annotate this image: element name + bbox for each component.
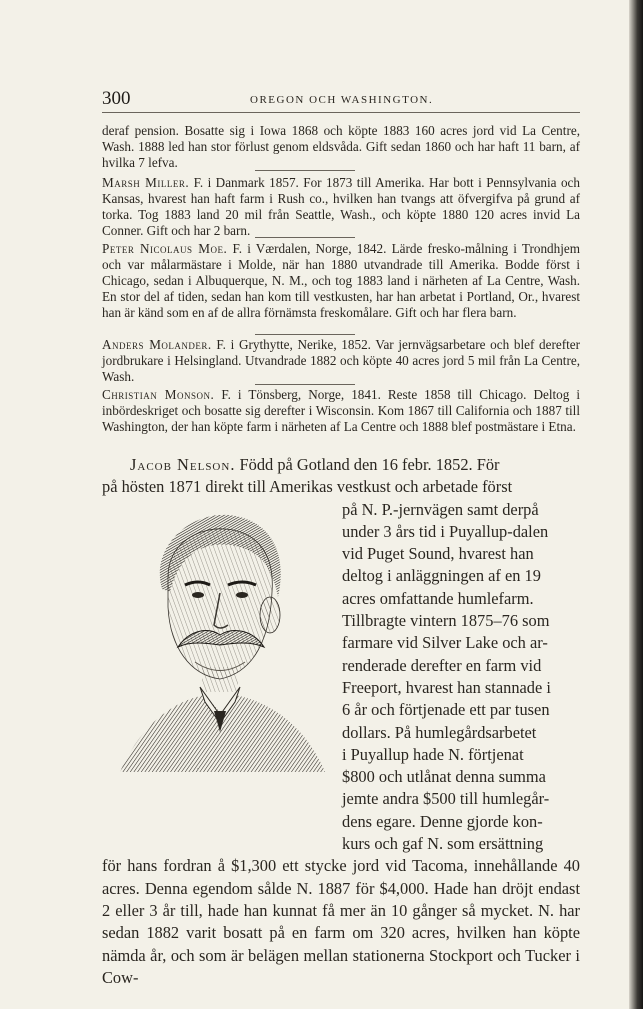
entry-divider xyxy=(255,384,355,385)
featured-line: Tillbragte vintern 1875–76 som xyxy=(342,611,550,631)
entry-name: Peter Nicolaus Moe. xyxy=(102,241,228,256)
featured-line: under 3 års tid i Puyallup-dalen xyxy=(342,521,549,541)
featured-line: acres omfattande humlefarm. xyxy=(342,588,534,608)
entry-text: deraf pension. Bosatte sig i Iowa 1868 och köpte 1883 160 acres jord vid La Centre, Wash. 1888 led han stor förlust genom eldsvåda. Gift sedan 1860 och har haft 11 barn, af hvilka 7 lefva. xyxy=(102,123,580,170)
entry-anders-molander xyxy=(102,337,580,385)
featured-rest: för hans fordran å $1,300 ett stycke jord vid Tacoma, innehållande 40 acres. Denna egendom sålde N. 1887 för $4,000. Hade han dröjt endast 2 eller 3 år till, hade han kunnat få mer än 10 gånger så mycket. N. har sedan 1882 varit bosatt på en farm om 320 acres, hvilken han köpte nämda år, och som är belägen mellan stationerna Stockport och Tucker i Cow- xyxy=(102,856,580,987)
page-number: 300 xyxy=(102,88,131,109)
featured-line: Freeport, hvarest han stannade i xyxy=(342,677,551,697)
entry-name: Christian Monson. xyxy=(102,387,215,402)
featured-line: i Puyallup hade N. förtjenat xyxy=(342,744,524,764)
featured-line: renderade derefter en farm vid xyxy=(342,655,542,675)
entry-text: F. i Værdalen, Norge, 1842. Lärde fresko-målning i Trondhjem och var målarmästare i Molde, när han 1880 utvandrade till Amerika. Bodde först i Chicago, sedan i Albuquerque, N. M., och tog 1883 land i närheten af La Centre, Wash. En stor del af tiden, sedan han kom till vestkusten, har han arbetat i Portland, Or., hvarest han är känd som en af de allra förnämsta freskomålare. Gift och har flera barn. xyxy=(102,241,581,320)
entry-peter-moe xyxy=(102,241,580,321)
header-rule xyxy=(102,112,580,113)
featured-line: dollars. På humlegårdsarbetet xyxy=(342,722,537,742)
featured-line xyxy=(102,454,580,476)
featured-line: på hösten 1871 direkt till Amerikas vestkust och arbetade först xyxy=(102,477,513,497)
entry-divider xyxy=(255,237,355,238)
entry-divider xyxy=(255,334,355,335)
featured-line-text: Född på Gotland den 16 febr. 1852. För xyxy=(239,455,500,474)
running-title: OREGON OCH WASHINGTON. xyxy=(250,94,434,106)
featured-line: $800 och utlånat denna summa xyxy=(342,767,546,787)
entry-divider xyxy=(255,170,355,171)
featured-biography xyxy=(102,454,580,989)
featured-line: på N. P.-jernvägen samt derpå xyxy=(342,499,539,519)
entry-text: F. i Tönsberg, Norge, 1841. Reste 1858 till Chicago. Deltog i inbördeskriget och bosatte sig derefter i Wisconsin. Kom 1867 till California och 1887 till Washington, der han köpte farm i närheten af La Centre och 1888 blef postmästare i Etna. xyxy=(102,387,580,434)
entry-continued xyxy=(102,123,580,171)
page-header xyxy=(102,88,580,110)
featured-line: kurs och gaf N. som ersättning xyxy=(342,834,544,854)
wrapped-block xyxy=(342,499,580,856)
entry-text: F. i Danmark 1857. For 1873 till Amerika. Har bott i Pennsylvania och Kansas, hvarest han haft farm i Rush co., hvilken han tvangs att öfvergifva på grund af torka. Tog 1883 land 20 mil från Seattle, Wash., och köpte 1880 120 acres invid La Conner. Gift och har 2 barn. xyxy=(102,175,580,238)
featured-line: jemte andra $500 till humlegår- xyxy=(342,789,550,809)
entry-name: Marsh Miller. xyxy=(102,175,190,190)
entry-text: F. i Grythytte, Nerike, 1852. Var jernvägsarbetare och blef derefter jordbrukare i Helsingland. Utvandrade 1882 och köpte 40 acres jord 5 mil från La Centre, Wash. xyxy=(102,337,581,384)
featured-name: Jacob Nelson. xyxy=(130,455,236,474)
featured-line: vid Puget Sound, hvarest han xyxy=(342,544,534,564)
featured-line: dens egare. Denne gjorde kon- xyxy=(342,811,543,831)
featured-line: deltog i anläggningen af en 19 xyxy=(342,566,541,586)
entry-marsh-miller xyxy=(102,175,580,239)
featured-line: farmare vid Silver Lake och ar- xyxy=(342,633,548,653)
page-edge-shadow xyxy=(629,0,643,1009)
entry-christian-monson xyxy=(102,387,580,435)
entry-name: Anders Molander. xyxy=(102,337,212,352)
featured-line: 6 år och förtjenade ett par tusen xyxy=(342,700,550,720)
